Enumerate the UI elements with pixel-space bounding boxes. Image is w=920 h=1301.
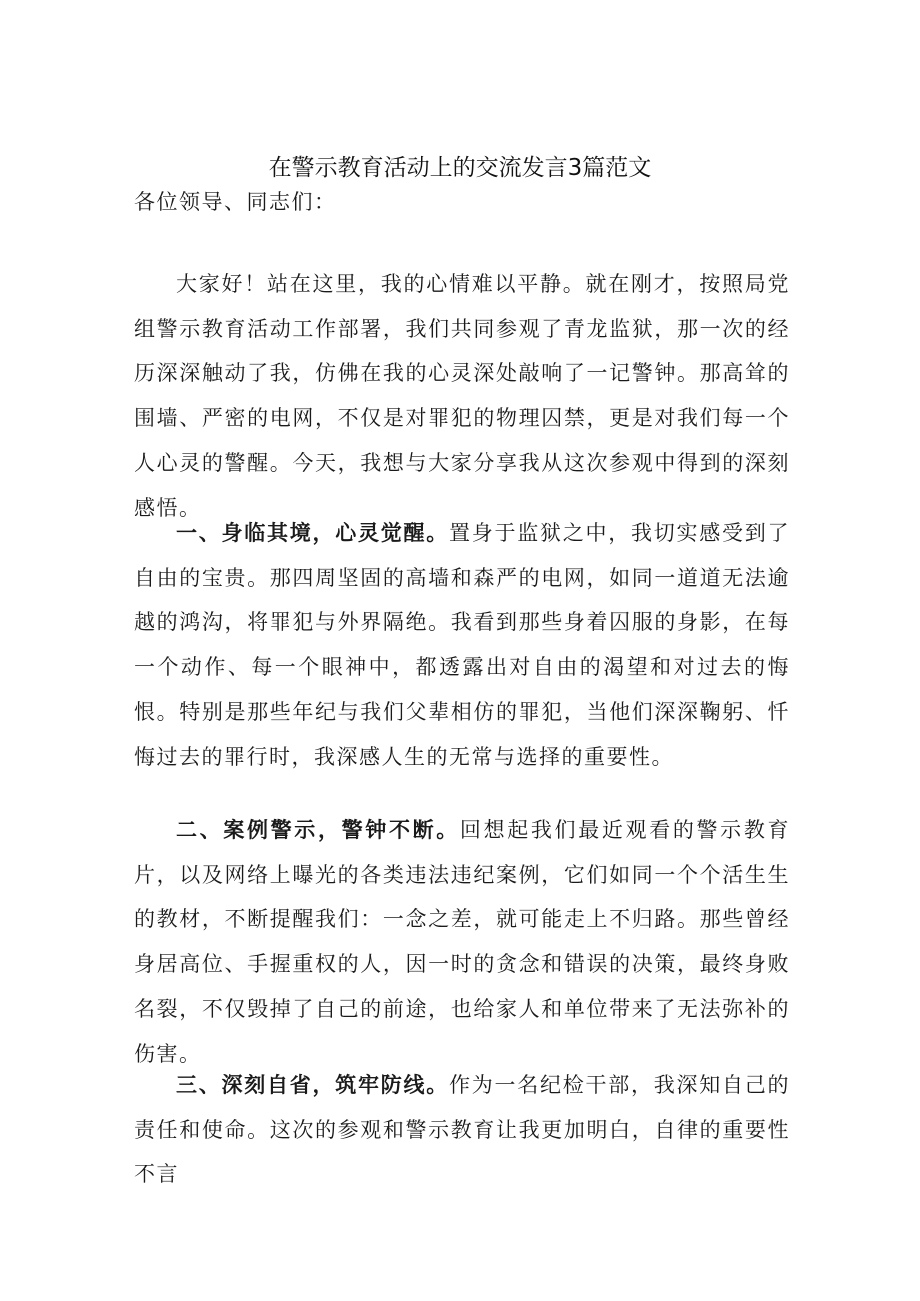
- paragraph-3-lead: 二、案例警示，警钟不断。: [176, 818, 460, 842]
- document-title: 在警示教育活动上的交流发言3篇范文: [268, 155, 652, 181]
- paragraph-2-lead: 一、身临其境，心灵觉醒。: [176, 521, 449, 545]
- paragraph-3: [134, 808, 790, 1076]
- paragraph-1: [134, 262, 790, 530]
- paragraph-3-text: 回想起我们最近观看的警示教育片，以及网络上曝光的各类违法违纪案例，它们如同一个个活生生的教材，不断提醒我们：一念之差，就可能走上不归路。那些曾经身居高位、手握重权的人，因一时的贪念和错误的决策，最终身败名裂，不仅毁掉了自己的前途，也给家人和单位带来了无法弥补的伤害。: [134, 818, 791, 1066]
- paragraph-1-text: 大家好！站在这里，我的心情难以平静。就在刚才，按照局党组警示教育活动工作部署，我们共同参观了青龙监狱，那一次的经历深深触动了我，仿佛在我的心灵深处敲响了一记警钟。那高耸的围墙、严密的电网，不仅是对罪犯的物理囚禁，更是对我们每一个人心灵的警醒。今天，我想与大家分享我从这次参观中得到的深刻感悟。: [134, 272, 790, 520]
- paragraph-4: [134, 1063, 790, 1197]
- paragraph-4-text: 作为一名纪检干部，我深知自己的责任和使命。这次的参观和警示教育让我更加明白，自律的重要性不言: [134, 1073, 790, 1187]
- paragraph-4-lead: 三、深刻自省，筑牢防线。: [176, 1073, 449, 1097]
- paragraph-2-text: 置身于监狱之中，我切实感受到了自由的宝贵。那四周坚固的高墙和森严的电网，如同一道道无法逾越的鸿沟，将罪犯与外界隔绝。我看到那些身着囚服的身影，在每一个动作、每一个眼神中，都透露出对自由的渴望和对过去的悔恨。特别是那些年纪与我们父辈相仿的罪犯，当他们深深鞠躬、忏悔过去的罪行时，我深感人生的无常与选择的重要性。: [134, 521, 790, 769]
- paragraph-2: [134, 511, 790, 779]
- salutation: 各位领导、同志们：: [134, 190, 337, 214]
